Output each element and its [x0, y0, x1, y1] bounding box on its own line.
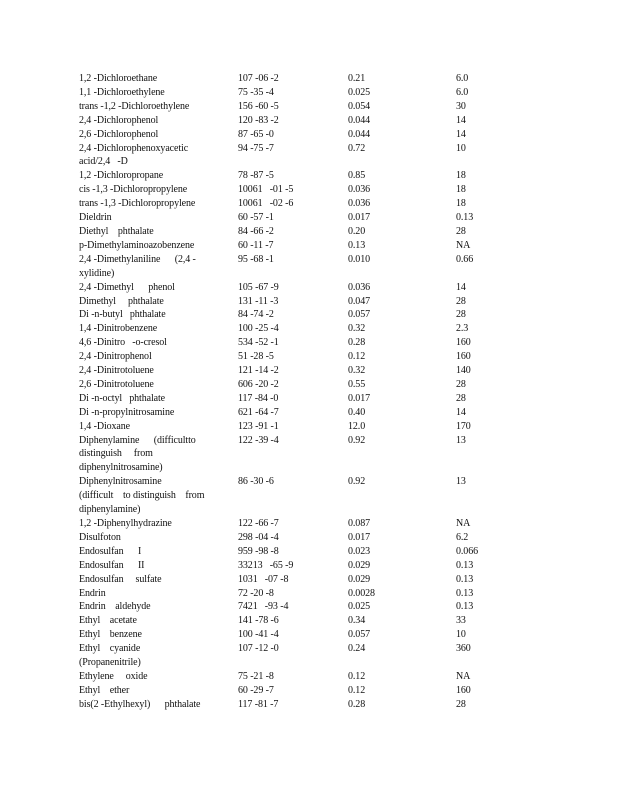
chemical-name-cell: Diethyl phthalate	[79, 225, 154, 237]
cas-number-cell: 122 -66 -7	[238, 518, 279, 529]
cas-number-cell: 120 -83 -2	[238, 114, 279, 126]
table-row	[79, 670, 579, 684]
cas-number-cell: 156 -60 -5	[238, 100, 279, 112]
cas-number-cell: 60 -57 -1	[238, 212, 274, 224]
value-1-cell: 0.40	[348, 406, 366, 418]
cas-number-cell: 534 -52 -1	[238, 337, 279, 349]
chemical-name-cell: Endosulfan I	[79, 545, 142, 557]
value-1-cell: 0.13	[348, 239, 366, 251]
table-row	[79, 684, 579, 698]
cas-number-cell: 94 -75 -7	[238, 142, 274, 154]
value-1-cell: 0.023	[348, 545, 371, 557]
chemical-name-cell: 1,2 -Dichloroethane	[79, 73, 158, 84]
chemical-name-cell: 4,6 -Dinitro -o-cresol	[79, 337, 167, 349]
cas-number-cell: 621 -64 -7	[238, 406, 279, 418]
table-row	[79, 392, 579, 406]
chemical-name-cell: bis(2 -Ethylhexyl) phthalate	[79, 698, 201, 710]
cas-number-cell: 86 -30 -6	[238, 476, 274, 488]
value-1-cell: 0.017	[348, 392, 371, 404]
chemical-name-cell: Diphenylamine (difficultto distinguish from diphenylnitrosamine)	[79, 434, 196, 474]
table-row	[79, 420, 579, 434]
cas-number-cell: 141 -78 -6	[238, 615, 279, 627]
cas-number-cell: 122 -39 -4	[238, 434, 279, 446]
chemical-name-cell: Di -n-octyl phthalate	[79, 392, 166, 404]
cas-number-cell: 7421 -93 -4	[238, 601, 289, 613]
value-1-cell: 0.28	[348, 698, 366, 710]
value-1-cell: 0.029	[348, 573, 371, 585]
chemical-name-cell: Ethylene oxide	[79, 670, 148, 682]
cas-number-cell: 117 -81 -7	[238, 698, 279, 710]
value-2-cell: 28	[456, 698, 466, 710]
table-row	[79, 295, 579, 309]
chemical-name-cell: 1,1 -Dichloroethylene	[79, 86, 165, 98]
chemical-name-cell: p-Dimethylaminoazobenzene	[79, 239, 195, 251]
chemical-name-cell: Endosulfan sulfate	[79, 573, 162, 585]
value-2-cell: 6.0	[456, 86, 469, 98]
table-row	[79, 336, 579, 350]
table-row	[79, 642, 579, 670]
chemical-name-cell: Disulfoton	[79, 531, 121, 543]
value-1-cell: 0.0028	[348, 587, 375, 599]
value-1-cell: 0.057	[348, 309, 371, 321]
value-1-cell: 0.010	[348, 253, 371, 265]
cas-number-cell: 78 -87 -5	[238, 170, 274, 182]
chemical-name-cell: Endosulfan II	[79, 559, 145, 571]
value-2-cell: 18	[456, 198, 466, 210]
cas-number-cell: 87 -65 -0	[238, 128, 274, 140]
value-2-cell: 14	[456, 406, 466, 418]
chemical-name-cell: 1,2 -Diphenylhydrazine	[79, 518, 172, 529]
table-row	[79, 225, 579, 239]
value-2-cell: 160	[456, 684, 471, 696]
value-2-cell: 14	[456, 281, 466, 293]
table-row	[79, 308, 579, 322]
cas-number-cell: 105 -67 -9	[238, 281, 279, 293]
cas-number-cell: 75 -21 -8	[238, 670, 274, 682]
value-2-cell: 0.13	[456, 212, 474, 224]
value-1-cell: 0.12	[348, 351, 366, 363]
value-2-cell: 170	[456, 420, 471, 432]
chemical-name-cell: Ethyl acetate	[79, 615, 137, 627]
value-2-cell: 18	[456, 184, 466, 196]
value-2-cell: 14	[456, 128, 466, 140]
table-row	[79, 531, 579, 545]
value-2-cell: 28	[456, 225, 466, 237]
cas-number-cell: 606 -20 -2	[238, 378, 279, 390]
value-1-cell: 0.24	[348, 643, 366, 655]
chemical-name-cell: 1,4 -Dioxane	[79, 420, 131, 432]
cas-number-cell: 100 -25 -4	[238, 323, 279, 335]
value-2-cell: 6.2	[456, 531, 469, 543]
value-1-cell: 0.054	[348, 100, 371, 112]
table-row	[79, 211, 579, 225]
chemical-name-cell: Ethyl ether	[79, 684, 130, 696]
chemical-name-cell: 1,4 -Dinitrobenzene	[79, 323, 158, 335]
value-1-cell: 0.017	[348, 531, 371, 543]
value-2-cell: 0.13	[456, 587, 474, 599]
value-2-cell: NA	[456, 239, 471, 251]
table-row	[79, 698, 579, 712]
cas-number-cell: 75 -35 -4	[238, 86, 274, 98]
cas-number-cell: 121 -14 -2	[238, 365, 279, 377]
chemical-name-cell: cis -1,3 -Dichloropropylene	[79, 184, 188, 196]
value-2-cell: 160	[456, 351, 471, 363]
chemical-name-cell: 2,6 -Dichlorophenol	[79, 128, 159, 140]
value-2-cell: 0.66	[456, 253, 474, 265]
value-2-cell: 28	[456, 392, 466, 404]
table-row	[79, 545, 579, 559]
value-2-cell: 10	[456, 142, 466, 154]
value-1-cell: 0.029	[348, 559, 371, 571]
value-1-cell: 0.057	[348, 629, 371, 641]
value-2-cell: 30	[456, 100, 466, 112]
chemical-name-cell: Dieldrin	[79, 212, 112, 224]
chemical-name-cell: trans -1,3 -Dichloropropylene	[79, 198, 196, 210]
value-1-cell: 0.72	[348, 142, 366, 154]
value-1-cell: 0.025	[348, 86, 371, 98]
value-1-cell: 0.92	[348, 434, 366, 446]
chemical-name-cell: trans -1,2 -Dichloroethylene	[79, 100, 190, 112]
table-row	[79, 614, 579, 628]
value-1-cell: 0.85	[348, 170, 366, 182]
value-1-cell: 0.036	[348, 281, 371, 293]
value-1-cell: 0.55	[348, 378, 366, 390]
cas-number-cell: 1031 -07 -8	[238, 573, 289, 585]
value-2-cell: 360	[456, 643, 471, 655]
value-1-cell: 0.12	[348, 670, 366, 682]
table-row	[79, 253, 579, 281]
value-2-cell: 28	[456, 378, 466, 390]
chemical-name-cell: 2,6 -Dinitrotoluene	[79, 378, 154, 390]
cas-number-cell: 84 -74 -2	[238, 309, 274, 321]
value-2-cell: 0.13	[456, 601, 474, 613]
cas-number-cell: 10061 -01 -5	[238, 184, 294, 196]
chemical-table	[79, 72, 579, 712]
chemical-name-cell: Ethyl benzene	[79, 629, 142, 641]
value-1-cell: 0.20	[348, 225, 366, 237]
table-row	[79, 559, 579, 573]
table-row	[79, 239, 579, 253]
table-row	[79, 517, 579, 531]
cas-number-cell: 95 -68 -1	[238, 253, 274, 265]
table-row	[79, 600, 579, 614]
cas-number-cell: 123 -91 -1	[238, 420, 279, 432]
table-row	[79, 142, 579, 170]
table-row	[79, 322, 579, 336]
value-2-cell: 14	[456, 114, 466, 126]
cas-number-cell: 72 -20 -8	[238, 587, 274, 599]
table-row	[79, 573, 579, 587]
table-row	[79, 350, 579, 364]
table-row	[79, 364, 579, 378]
table-row	[79, 86, 579, 100]
cas-number-cell: 33213 -65 -9	[238, 559, 294, 571]
chemical-name-cell: 2,4 -Dichlorophenoxyacetic acid/2,4 -D	[79, 142, 189, 168]
table-row	[79, 281, 579, 295]
value-2-cell: NA	[456, 670, 471, 682]
table-row	[79, 169, 579, 183]
value-2-cell: 140	[456, 365, 471, 377]
value-1-cell: 0.32	[348, 365, 366, 377]
cas-number-cell: 84 -66 -2	[238, 225, 274, 237]
chemical-name-cell: Ethyl cyanide (Propanenitrile)	[79, 643, 141, 669]
cas-number-cell: 100 -41 -4	[238, 629, 279, 641]
value-1-cell: 0.017	[348, 212, 371, 224]
chemical-name-cell: 2,4 -Dinitrotoluene	[79, 365, 154, 377]
chemical-name-cell: 2,4 -Dimethylaniline (2,4 - xylidine)	[79, 253, 196, 279]
value-2-cell: 13	[456, 476, 466, 488]
value-2-cell: 6.0	[456, 73, 469, 84]
table-row	[79, 378, 579, 392]
value-1-cell: 0.12	[348, 684, 366, 696]
cas-number-cell: 60 -11 -7	[238, 239, 274, 251]
chemical-name-cell: Di -n-propylnitrosamine	[79, 406, 175, 418]
value-1-cell: 0.28	[348, 337, 366, 349]
cas-number-cell: 51 -28 -5	[238, 351, 274, 363]
value-1-cell: 0.92	[348, 476, 366, 488]
value-2-cell: 28	[456, 295, 466, 307]
chemical-name-cell: Endrin	[79, 587, 106, 599]
table-row	[79, 197, 579, 211]
chemical-name-cell: 2,4 -Dichlorophenol	[79, 114, 159, 126]
cas-number-cell: 117 -84 -0	[238, 392, 279, 404]
value-1-cell: 0.044	[348, 128, 371, 140]
value-1-cell: 0.036	[348, 184, 371, 196]
table-row	[79, 114, 579, 128]
chemical-name-cell: Di -n-butyl phthalate	[79, 309, 166, 321]
value-2-cell: 2.3	[456, 323, 469, 335]
table-row	[79, 72, 579, 86]
value-1-cell: 0.047	[348, 295, 371, 307]
value-1-cell: 0.025	[348, 601, 371, 613]
chemical-name-cell: Dimethyl phthalate	[79, 295, 164, 307]
chemical-name-cell: 2,4 -Dinitrophenol	[79, 351, 152, 363]
table-row	[79, 475, 579, 517]
value-2-cell: 28	[456, 309, 466, 321]
cas-number-cell: 959 -98 -8	[238, 545, 279, 557]
value-1-cell: 0.087	[348, 518, 371, 529]
cas-number-cell: 298 -04 -4	[238, 531, 279, 543]
value-1-cell: 0.34	[348, 615, 366, 627]
cas-number-cell: 107 -12 -0	[238, 643, 279, 655]
chemical-name-cell: Endrin aldehyde	[79, 601, 151, 613]
value-2-cell: 0.066	[456, 545, 479, 557]
table-row	[79, 434, 579, 476]
cas-number-cell: 131 -11 -3	[238, 295, 279, 307]
value-1-cell: 0.036	[348, 198, 371, 210]
value-1-cell: 0.21	[348, 73, 366, 84]
value-1-cell: 0.044	[348, 114, 371, 126]
value-2-cell: 0.13	[456, 573, 474, 585]
table-row	[79, 587, 579, 601]
table-row	[79, 406, 579, 420]
value-2-cell: NA	[456, 518, 471, 529]
value-2-cell: 18	[456, 170, 466, 182]
chemical-name-cell: 2,4 -Dimethyl phenol	[79, 281, 175, 293]
table-row	[79, 100, 579, 114]
value-2-cell: 33	[456, 615, 466, 627]
value-2-cell: 160	[456, 337, 471, 349]
value-2-cell: 0.13	[456, 559, 474, 571]
chemical-name-cell: 1,2 -Dichloropropane	[79, 170, 164, 182]
table-row	[79, 183, 579, 197]
value-1-cell: 12.0	[348, 420, 366, 432]
value-2-cell: 10	[456, 629, 466, 641]
value-1-cell: 0.32	[348, 323, 366, 335]
cas-number-cell: 10061 -02 -6	[238, 198, 294, 210]
chemical-name-cell: Diphenylnitrosamine (difficult to distinguish from diphenylamine)	[79, 476, 205, 516]
cas-number-cell: 107 -06 -2	[238, 73, 279, 84]
table-row	[79, 128, 579, 142]
cas-number-cell: 60 -29 -7	[238, 684, 274, 696]
table-row	[79, 628, 579, 642]
value-2-cell: 13	[456, 434, 466, 446]
